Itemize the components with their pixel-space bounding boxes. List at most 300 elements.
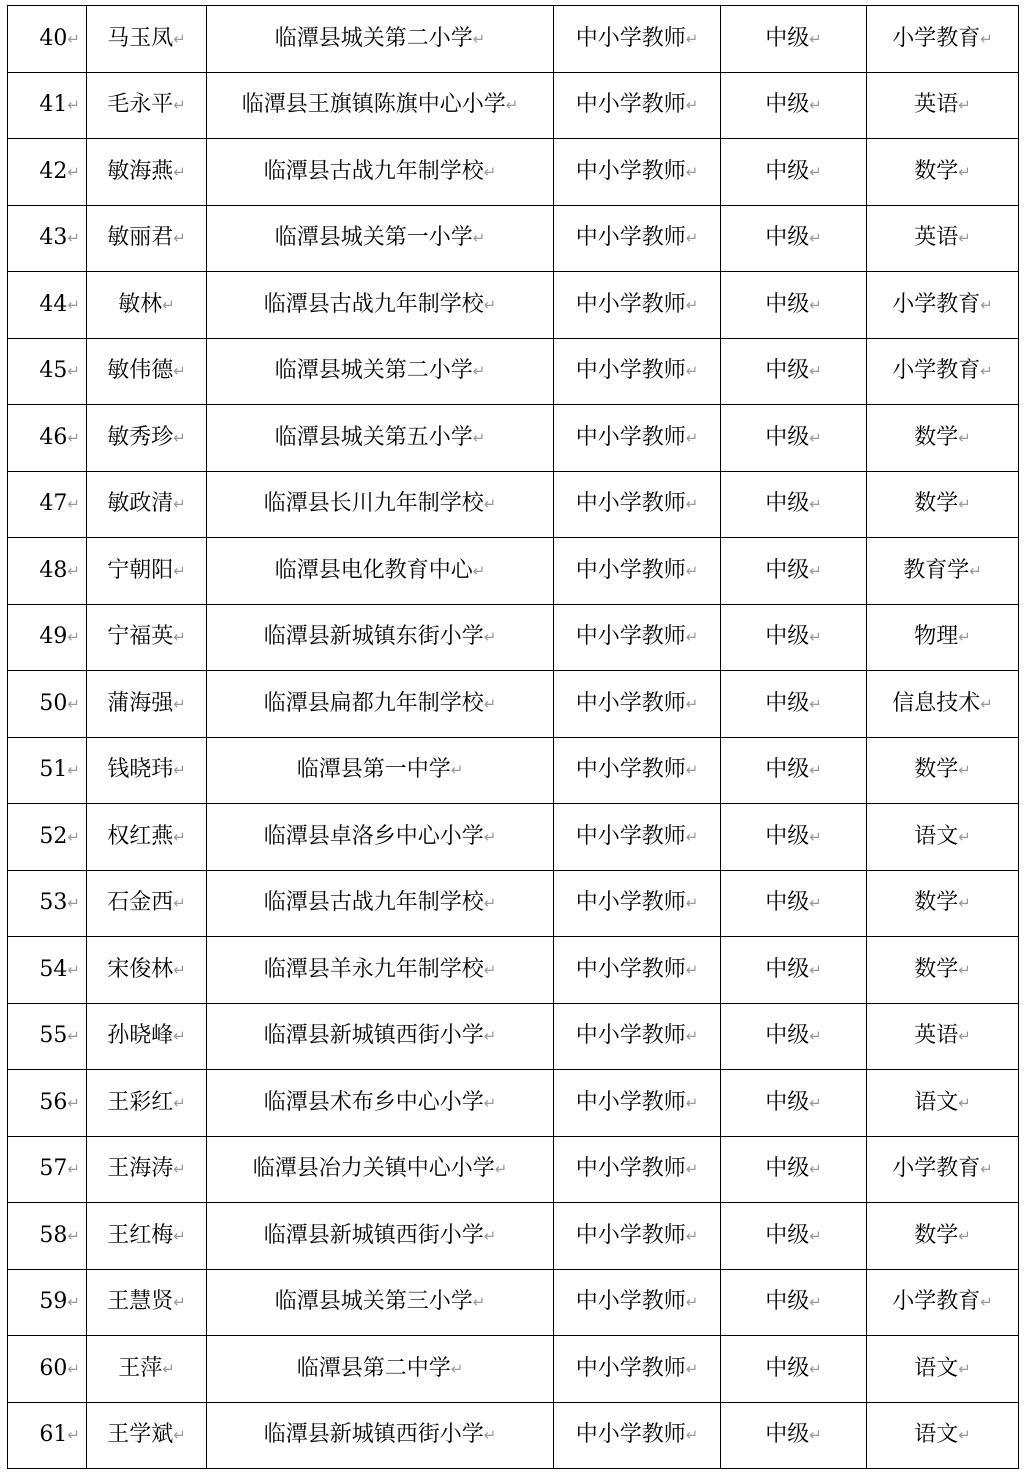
cell-name-text: 马玉凤 — [107, 25, 174, 51]
paragraph-mark-icon: ↵ — [809, 1359, 822, 1378]
cell-title-series — [554, 72, 721, 139]
cell-title-series-text: 中小学教师 — [575, 624, 686, 650]
cell-name-text: 敏丽君 — [107, 225, 174, 251]
table-row — [8, 72, 1019, 139]
cell-number — [8, 1070, 87, 1137]
paragraph-mark-icon: ↵ — [685, 960, 699, 979]
cell-name-text: 钱晓玮 — [107, 757, 174, 783]
paragraph-mark-icon: ↵ — [173, 96, 186, 115]
paragraph-mark-icon: ↵ — [809, 1160, 822, 1179]
cell-name-text: 王红梅 — [107, 1222, 174, 1248]
table-row — [8, 870, 1019, 937]
cell-level — [721, 937, 867, 1004]
paragraph-mark-icon: ↵ — [173, 362, 186, 381]
cell-title-series — [554, 937, 721, 1004]
cell-level — [721, 205, 867, 272]
table-row — [8, 671, 1019, 738]
cell-subject-text: 数学 — [914, 158, 959, 184]
cell-subject-text: 数学 — [914, 956, 959, 982]
cell-level — [721, 870, 867, 937]
cell-title-series-text: 中小学教师 — [575, 291, 686, 317]
paragraph-mark-icon: ↵ — [472, 29, 486, 48]
paragraph-mark-icon: ↵ — [173, 694, 186, 713]
cell-subject — [867, 804, 1019, 871]
cell-title-series — [554, 1136, 721, 1203]
paragraph-mark-icon: ↵ — [173, 1093, 186, 1112]
cell-school-text: 临潭县第二中学 — [296, 1355, 451, 1381]
roster-table — [7, 5, 1019, 1469]
cell-name — [87, 1402, 207, 1469]
paragraph-mark-icon: ↵ — [67, 827, 80, 846]
cell-title-series-text: 中小学教师 — [575, 424, 686, 450]
paragraph-mark-icon: ↵ — [980, 1293, 993, 1312]
cell-level-text: 中级 — [765, 1422, 810, 1448]
paragraph-mark-icon: ↵ — [958, 960, 971, 979]
cell-school-text: 临潭县城关第二小学 — [274, 25, 473, 51]
paragraph-mark-icon: ↵ — [958, 628, 971, 647]
paragraph-mark-icon: ↵ — [685, 561, 699, 580]
paragraph-mark-icon: ↵ — [685, 761, 699, 780]
cell-name — [87, 405, 207, 472]
paragraph-mark-icon: ↵ — [809, 229, 822, 248]
paragraph-mark-icon: ↵ — [505, 96, 519, 115]
cell-number — [8, 1203, 87, 1270]
cell-school — [207, 804, 554, 871]
cell-school-text: 临潭县新城镇西街小学 — [263, 1422, 484, 1448]
paragraph-mark-icon: ↵ — [980, 362, 993, 381]
paragraph-mark-icon: ↵ — [67, 628, 80, 647]
cell-school — [207, 405, 554, 472]
cell-title-series — [554, 471, 721, 538]
cell-number — [8, 1003, 87, 1070]
cell-school — [207, 205, 554, 272]
paragraph-mark-icon: ↵ — [494, 1160, 508, 1179]
cell-level-text: 中级 — [765, 956, 810, 982]
paragraph-mark-icon: ↵ — [67, 960, 80, 979]
paragraph-mark-icon: ↵ — [67, 295, 80, 314]
cell-title-series-text: 中小学教师 — [575, 757, 686, 783]
cell-level — [721, 471, 867, 538]
cell-number-text: 59 — [39, 1289, 68, 1315]
table-row — [8, 737, 1019, 804]
paragraph-mark-icon: ↵ — [173, 761, 186, 780]
cell-subject-text: 数学 — [914, 1222, 959, 1248]
cell-title-series-text: 中小学教师 — [575, 491, 686, 517]
paragraph-mark-icon: ↵ — [483, 628, 497, 647]
cell-number — [8, 671, 87, 738]
paragraph-mark-icon: ↵ — [173, 495, 186, 514]
cell-subject — [867, 1336, 1019, 1403]
cell-subject — [867, 405, 1019, 472]
cell-subject-text: 小学教育 — [892, 1156, 981, 1182]
cell-subject-text: 小学教育 — [892, 291, 981, 317]
paragraph-mark-icon: ↵ — [958, 1093, 971, 1112]
paragraph-mark-icon: ↵ — [67, 362, 80, 381]
cell-school-text: 临潭县长川九年制学校 — [263, 491, 484, 517]
cell-school — [207, 870, 554, 937]
cell-level — [721, 338, 867, 405]
cell-number — [8, 937, 87, 1004]
paragraph-mark-icon: ↵ — [483, 960, 497, 979]
cell-name-text: 敏秀珍 — [107, 424, 174, 450]
paragraph-mark-icon: ↵ — [980, 694, 993, 713]
cell-subject-text: 语文 — [914, 1355, 959, 1381]
cell-name-text: 王学斌 — [107, 1422, 174, 1448]
paragraph-mark-icon: ↵ — [483, 162, 497, 181]
table-row — [8, 937, 1019, 1004]
cell-title-series — [554, 139, 721, 206]
cell-level — [721, 604, 867, 671]
cell-school-text: 临潭县术布乡中心小学 — [263, 1089, 484, 1115]
cell-school-text: 临潭县古战九年制学校 — [263, 291, 484, 317]
paragraph-mark-icon: ↵ — [809, 1293, 822, 1312]
cell-subject-text: 物理 — [914, 624, 959, 650]
cell-number — [8, 471, 87, 538]
paragraph-mark-icon: ↵ — [809, 827, 822, 846]
cell-level-text: 中级 — [765, 291, 810, 317]
cell-level-text: 中级 — [765, 1089, 810, 1115]
cell-level-text: 中级 — [765, 624, 810, 650]
paragraph-mark-icon: ↵ — [67, 1093, 80, 1112]
table-row — [8, 604, 1019, 671]
cell-level-text: 中级 — [765, 358, 810, 384]
cell-level — [721, 1269, 867, 1336]
cell-subject — [867, 205, 1019, 272]
cell-school — [207, 671, 554, 738]
cell-number — [8, 272, 87, 339]
cell-subject-text: 小学教育 — [892, 358, 981, 384]
table-row — [8, 1136, 1019, 1203]
cell-number — [8, 6, 87, 73]
cell-level — [721, 804, 867, 871]
paragraph-mark-icon: ↵ — [685, 362, 699, 381]
paragraph-mark-icon: ↵ — [685, 229, 699, 248]
cell-name-text: 王慧贤 — [107, 1289, 174, 1315]
paragraph-mark-icon: ↵ — [173, 229, 186, 248]
cell-level — [721, 405, 867, 472]
cell-school — [207, 72, 554, 139]
cell-title-series — [554, 405, 721, 472]
cell-school-text: 临潭县第一中学 — [296, 757, 451, 783]
paragraph-mark-icon: ↵ — [67, 229, 80, 248]
paragraph-mark-icon: ↵ — [173, 1226, 186, 1245]
cell-school — [207, 1203, 554, 1270]
paragraph-mark-icon: ↵ — [67, 1160, 80, 1179]
paragraph-mark-icon: ↵ — [483, 495, 497, 514]
paragraph-mark-icon: ↵ — [809, 561, 822, 580]
cell-name-text: 权红燕 — [107, 823, 174, 849]
paragraph-mark-icon: ↵ — [67, 495, 80, 514]
cell-subject — [867, 471, 1019, 538]
table-row — [8, 804, 1019, 871]
paragraph-mark-icon: ↵ — [173, 162, 186, 181]
cell-name — [87, 72, 207, 139]
cell-number-text: 51 — [39, 757, 68, 783]
paragraph-mark-icon: ↵ — [809, 96, 822, 115]
paragraph-mark-icon: ↵ — [809, 628, 822, 647]
cell-number — [8, 205, 87, 272]
cell-number-text: 45 — [39, 358, 68, 384]
paragraph-mark-icon: ↵ — [173, 428, 186, 447]
cell-title-series — [554, 1269, 721, 1336]
cell-number — [8, 338, 87, 405]
cell-number-text: 52 — [39, 823, 68, 849]
paragraph-mark-icon: ↵ — [173, 960, 186, 979]
cell-subject — [867, 1003, 1019, 1070]
cell-name — [87, 6, 207, 73]
cell-title-series-text: 中小学教师 — [575, 25, 686, 51]
cell-level-text: 中级 — [765, 1222, 810, 1248]
cell-subject — [867, 1269, 1019, 1336]
cell-title-series-text: 中小学教师 — [575, 358, 686, 384]
cell-subject-text: 英语 — [914, 1023, 959, 1049]
cell-name — [87, 671, 207, 738]
cell-subject — [867, 671, 1019, 738]
cell-name — [87, 737, 207, 804]
cell-title-series-text: 中小学教师 — [575, 557, 686, 583]
cell-level-text: 中级 — [765, 690, 810, 716]
cell-name — [87, 1003, 207, 1070]
paragraph-mark-icon: ↵ — [483, 1093, 497, 1112]
table-row — [8, 338, 1019, 405]
paragraph-mark-icon: ↵ — [685, 96, 699, 115]
cell-subject-text: 英语 — [914, 225, 959, 251]
paragraph-mark-icon: ↵ — [958, 894, 971, 913]
cell-number — [8, 1402, 87, 1469]
paragraph-mark-icon: ↵ — [67, 561, 80, 580]
cell-title-series-text: 中小学教师 — [575, 956, 686, 982]
cell-name — [87, 937, 207, 1004]
paragraph-mark-icon: ↵ — [685, 1093, 699, 1112]
cell-level-text: 中级 — [765, 1023, 810, 1049]
cell-school — [207, 737, 554, 804]
cell-school-text: 临潭县羊永九年制学校 — [263, 956, 484, 982]
cell-school — [207, 538, 554, 605]
cell-title-series-text: 中小学教师 — [575, 1289, 686, 1315]
cell-name — [87, 538, 207, 605]
cell-title-series-text: 中小学教师 — [575, 1156, 686, 1182]
cell-name-text: 蒲海强 — [107, 690, 174, 716]
cell-number — [8, 870, 87, 937]
paragraph-mark-icon: ↵ — [980, 295, 993, 314]
paragraph-mark-icon: ↵ — [173, 29, 186, 48]
cell-school-text: 临潭县古战九年制学校 — [263, 890, 484, 916]
cell-name-text: 敏海燕 — [107, 158, 174, 184]
roster-table-body — [8, 6, 1019, 1469]
cell-school-text: 临潭县冶力关镇中心小学 — [252, 1156, 495, 1182]
cell-subject — [867, 6, 1019, 73]
paragraph-mark-icon: ↵ — [685, 29, 699, 48]
cell-school-text: 临潭县城关第五小学 — [274, 424, 473, 450]
cell-level — [721, 6, 867, 73]
cell-number — [8, 405, 87, 472]
cell-level — [721, 1402, 867, 1469]
paragraph-mark-icon: ↵ — [809, 295, 822, 314]
cell-name-text: 王彩红 — [107, 1089, 174, 1115]
cell-level-text: 中级 — [765, 25, 810, 51]
cell-name — [87, 804, 207, 871]
paragraph-mark-icon: ↵ — [685, 628, 699, 647]
paragraph-mark-icon: ↵ — [958, 96, 971, 115]
table-row — [8, 538, 1019, 605]
cell-level-text: 中级 — [765, 92, 810, 118]
cell-number-text: 55 — [39, 1023, 68, 1049]
cell-name — [87, 1269, 207, 1336]
paragraph-mark-icon: ↵ — [958, 229, 971, 248]
cell-title-series — [554, 737, 721, 804]
paragraph-mark-icon: ↵ — [685, 495, 699, 514]
cell-subject-text: 英语 — [914, 92, 959, 118]
cell-name-text: 敏伟德 — [107, 358, 174, 384]
cell-number — [8, 804, 87, 871]
cell-name-text: 王萍 — [118, 1355, 163, 1381]
paragraph-mark-icon: ↵ — [958, 1226, 971, 1245]
cell-name — [87, 139, 207, 206]
cell-number-text: 44 — [39, 291, 68, 317]
cell-school — [207, 1269, 554, 1336]
paragraph-mark-icon: ↵ — [809, 960, 822, 979]
cell-number-text: 58 — [39, 1222, 68, 1248]
cell-number-text: 57 — [39, 1156, 68, 1182]
cell-number-text: 60 — [39, 1355, 68, 1381]
cell-title-series-text: 中小学教师 — [575, 1222, 686, 1248]
cell-number — [8, 1136, 87, 1203]
table-row — [8, 405, 1019, 472]
cell-level-text: 中级 — [765, 1289, 810, 1315]
paragraph-mark-icon: ↵ — [67, 1293, 80, 1312]
paragraph-mark-icon: ↵ — [67, 29, 80, 48]
cell-title-series — [554, 1070, 721, 1137]
paragraph-mark-icon: ↵ — [162, 295, 175, 314]
paragraph-mark-icon: ↵ — [685, 827, 699, 846]
paragraph-mark-icon: ↵ — [958, 428, 971, 447]
cell-name-text: 敏政清 — [107, 491, 174, 517]
cell-title-series-text: 中小学教师 — [575, 890, 686, 916]
paragraph-mark-icon: ↵ — [173, 1293, 186, 1312]
cell-name-text: 王海涛 — [107, 1156, 174, 1182]
cell-subject-text: 信息技术 — [892, 690, 981, 716]
cell-subject — [867, 604, 1019, 671]
cell-title-series — [554, 538, 721, 605]
paragraph-mark-icon: ↵ — [483, 1226, 497, 1245]
paragraph-mark-icon: ↵ — [483, 894, 497, 913]
cell-subject — [867, 737, 1019, 804]
cell-subject-text: 语文 — [914, 1089, 959, 1115]
cell-level — [721, 272, 867, 339]
cell-school — [207, 272, 554, 339]
cell-title-series-text: 中小学教师 — [575, 823, 686, 849]
paragraph-mark-icon: ↵ — [450, 761, 464, 780]
cell-subject-text: 数学 — [914, 424, 959, 450]
cell-level-text: 中级 — [765, 424, 810, 450]
cell-number — [8, 538, 87, 605]
cell-name — [87, 205, 207, 272]
cell-school-text: 临潭县王旗镇陈旗中心小学 — [241, 92, 506, 118]
cell-school — [207, 471, 554, 538]
cell-school — [207, 1402, 554, 1469]
paragraph-mark-icon: ↵ — [173, 827, 186, 846]
paragraph-mark-icon: ↵ — [67, 1027, 80, 1046]
cell-subject-text: 小学教育 — [892, 1289, 981, 1315]
cell-title-series — [554, 604, 721, 671]
cell-name — [87, 1203, 207, 1270]
paragraph-mark-icon: ↵ — [685, 1426, 699, 1445]
cell-subject-text: 数学 — [914, 890, 959, 916]
cell-number-text: 43 — [39, 225, 68, 251]
cell-subject — [867, 937, 1019, 1004]
cell-number-text: 40 — [39, 25, 68, 51]
cell-level-text: 中级 — [765, 225, 810, 251]
cell-title-series-text: 中小学教师 — [575, 1422, 686, 1448]
paragraph-mark-icon: ↵ — [173, 561, 186, 580]
paragraph-mark-icon: ↵ — [958, 1027, 971, 1046]
cell-name-text: 石金西 — [107, 890, 174, 916]
cell-title-series — [554, 1336, 721, 1403]
cell-school — [207, 1136, 554, 1203]
cell-title-series — [554, 870, 721, 937]
cell-school-text: 临潭县城关第二小学 — [274, 358, 473, 384]
cell-level — [721, 139, 867, 206]
cell-title-series-text: 中小学教师 — [575, 1023, 686, 1049]
cell-level-text: 中级 — [765, 1156, 810, 1182]
cell-name-text: 孙晓峰 — [107, 1023, 174, 1049]
cell-title-series — [554, 671, 721, 738]
cell-level — [721, 72, 867, 139]
cell-title-series — [554, 205, 721, 272]
cell-subject — [867, 139, 1019, 206]
cell-number-text: 50 — [39, 690, 68, 716]
paragraph-mark-icon: ↵ — [809, 362, 822, 381]
cell-level — [721, 1203, 867, 1270]
paragraph-mark-icon: ↵ — [483, 1426, 497, 1445]
cell-number-text: 49 — [39, 624, 68, 650]
paragraph-mark-icon: ↵ — [67, 1359, 80, 1378]
paragraph-mark-icon: ↵ — [67, 894, 80, 913]
paragraph-mark-icon: ↵ — [173, 1027, 186, 1046]
paragraph-mark-icon: ↵ — [980, 1160, 993, 1179]
table-row — [8, 1269, 1019, 1336]
cell-title-series — [554, 1203, 721, 1270]
paragraph-mark-icon: ↵ — [809, 1226, 822, 1245]
paragraph-mark-icon: ↵ — [173, 628, 186, 647]
cell-school-text: 临潭县新城镇西街小学 — [263, 1222, 484, 1248]
cell-level-text: 中级 — [765, 491, 810, 517]
cell-name — [87, 1070, 207, 1137]
paragraph-mark-icon: ↵ — [483, 694, 497, 713]
paragraph-mark-icon: ↵ — [67, 1426, 80, 1445]
paragraph-mark-icon: ↵ — [809, 894, 822, 913]
paragraph-mark-icon: ↵ — [685, 295, 699, 314]
paragraph-mark-icon: ↵ — [472, 1293, 486, 1312]
paragraph-mark-icon: ↵ — [809, 495, 822, 514]
paragraph-mark-icon: ↵ — [958, 162, 971, 181]
paragraph-mark-icon: ↵ — [958, 1359, 971, 1378]
cell-school-text: 临潭县扁都九年制学校 — [263, 690, 484, 716]
cell-subject — [867, 272, 1019, 339]
cell-subject-text: 教育学 — [903, 557, 970, 583]
cell-title-series — [554, 272, 721, 339]
paragraph-mark-icon: ↵ — [809, 29, 822, 48]
table-row — [8, 1070, 1019, 1137]
paragraph-mark-icon: ↵ — [809, 428, 822, 447]
cell-name-text: 毛永平 — [107, 92, 174, 118]
cell-school — [207, 338, 554, 405]
cell-school-text: 临潭县卓洛乡中心小学 — [263, 823, 484, 849]
paragraph-mark-icon: ↵ — [685, 1027, 699, 1046]
cell-subject — [867, 1402, 1019, 1469]
cell-level-text: 中级 — [765, 557, 810, 583]
cell-subject — [867, 1136, 1019, 1203]
